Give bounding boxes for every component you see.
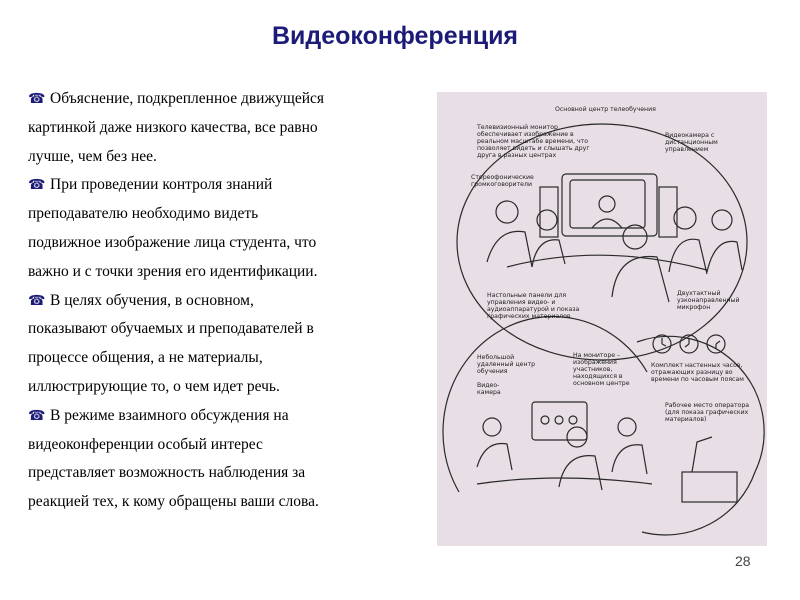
participant-body (559, 456, 602, 490)
telephone-icon: ☎ (28, 177, 46, 194)
participant-head (496, 201, 518, 223)
remote-table-edge (477, 478, 652, 484)
bullet-list (28, 85, 423, 517)
figure-label: Видео-камера (477, 382, 501, 396)
figure-label: Небольшой удаленный центр обучения (477, 354, 536, 375)
bullet-line: Объяснение, подкрепленное движущейся (50, 90, 325, 107)
speaker-right-shape (659, 187, 677, 237)
bullet-line: преподавателю необходимо видеть (28, 205, 259, 223)
presenter-head-shape (599, 196, 615, 212)
participant-head (567, 427, 587, 447)
bullet-item (28, 171, 423, 286)
bullet-line: лучше, чем без нее. (28, 147, 157, 165)
telephone-icon: ☎ (28, 407, 46, 424)
figure-label: Телевизионный монитор обеспечивает изображение в реальном масштабе времени, что позволяет видеть и слышать друг друга в разных центрах (477, 124, 590, 159)
page-number: 28 (735, 553, 751, 569)
participant-body (487, 231, 532, 267)
bullet-item (28, 287, 423, 402)
participant-body (612, 257, 669, 303)
bullet-line: В целях обучения, в основном, (50, 291, 254, 309)
figure-label: Рабочее место оператора (для показа графических материалов) (665, 402, 750, 423)
bullet-line: видеоконференции особый интерес (28, 435, 263, 453)
participant-body (477, 443, 512, 470)
bullet-item (28, 402, 423, 517)
figure-label: Комплект настенных часов, отражающих разницу во времени по часовым поясам (651, 362, 744, 383)
bullet-line: процессе общения, а не материалы, (28, 349, 263, 367)
figure-label: Стереофонические громкоговорители (471, 174, 534, 188)
figure-label: Настольные панели для управления видео- и аудиоаппаратурой и показа графических материалов (487, 292, 580, 320)
bullet-line: При проведении контроля знаний (50, 176, 273, 194)
illustration-figure (437, 92, 767, 546)
bullet-line: представляет возможность наблюдения за (28, 464, 306, 482)
figure-label: На мониторе – изображения участников, находящихся в основном центре (573, 352, 630, 387)
tv-screen-shape (570, 180, 645, 228)
bullet-line: подвижное изображение лица студента, что (28, 233, 317, 251)
bullet-line: иллюстрирующие то, о чем идет речь. (28, 377, 280, 395)
participant-body (532, 240, 565, 267)
bullet-line: В режиме взаимного обсуждения на (50, 406, 289, 424)
remote-monitor-shape (532, 402, 587, 440)
document-camera-shape (692, 437, 712, 472)
operator-desk-shape (682, 472, 737, 502)
figure-label: Видеокамера с дистанционным управлением (665, 132, 718, 153)
main-center-outline (457, 124, 747, 360)
figure-label: Основной центр телеобучения (555, 106, 656, 113)
presenter-body-shape (592, 219, 622, 228)
participant-body (612, 445, 647, 474)
remote-center-outline (443, 316, 647, 492)
bullet-line: важно и с точки зрения его идентификации. (28, 262, 318, 280)
telephone-icon: ☎ (28, 91, 46, 107)
participant-head (712, 210, 732, 230)
bullet-line: показывают обучаемых и преподавателей в (28, 320, 314, 338)
bullet-line: реакцией тех, к кому обращены ваши слова. (28, 493, 319, 511)
participant-body (707, 241, 742, 272)
telephone-icon: ☎ (28, 292, 46, 309)
table-edge-shape (507, 255, 707, 270)
bullet-item (28, 85, 423, 171)
tv-monitor-shape (562, 174, 657, 236)
figure-label: Двухтактный узконаправленный микрофон (677, 290, 740, 311)
participant-head (483, 418, 501, 436)
participant-head (618, 418, 636, 436)
slide-title: Видеоконференция (271, 22, 519, 50)
bullet-line: картинкой даже низкого качества, все равно (28, 118, 318, 136)
